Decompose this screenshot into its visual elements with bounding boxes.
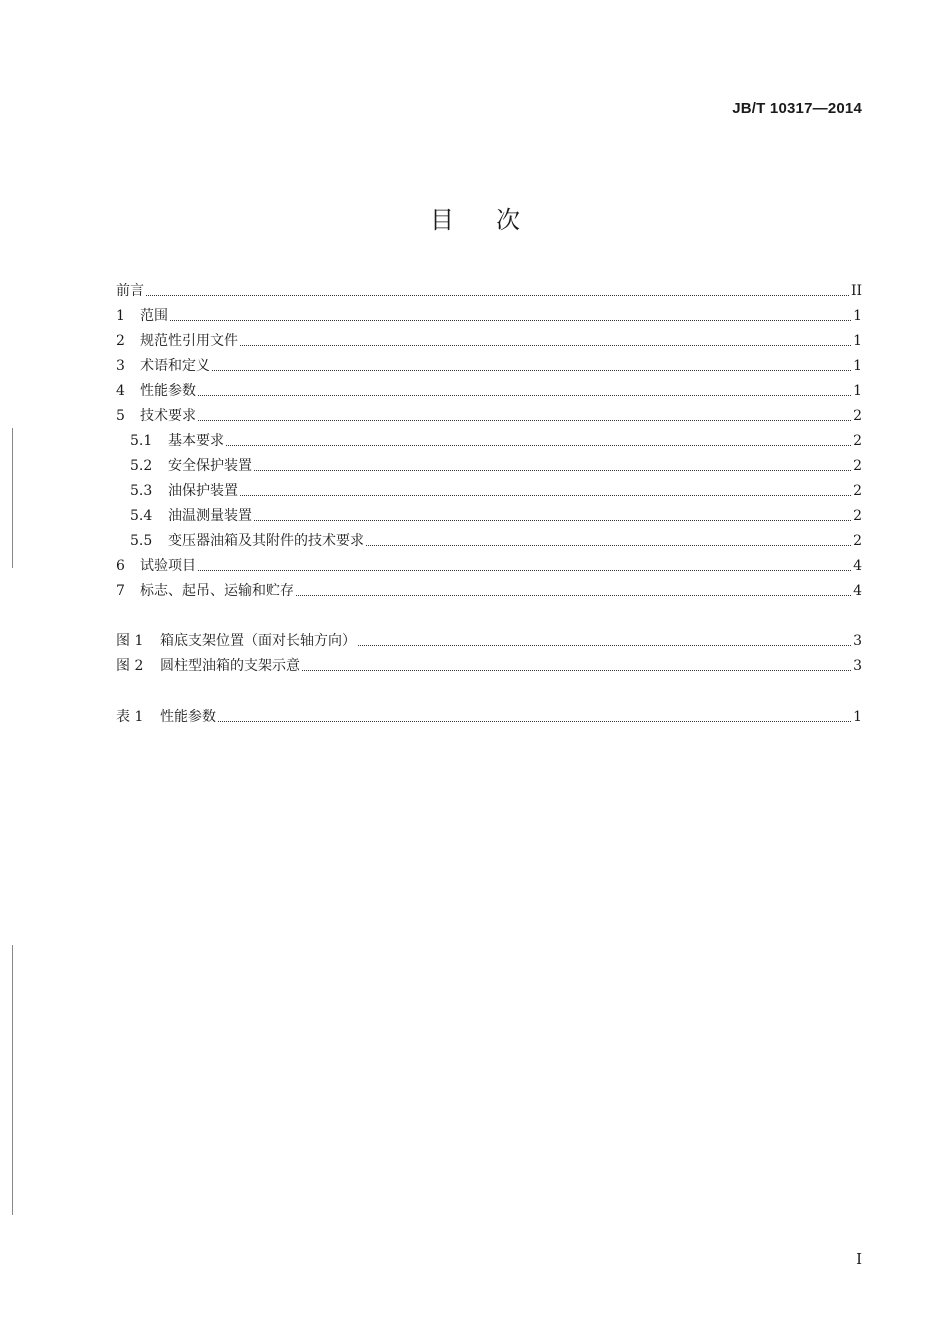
toc-entry-7[interactable]: [116, 580, 862, 600]
toc-entry-number: 5.5: [130, 533, 153, 549]
toc-leader-dots: [146, 294, 849, 296]
toc-entry-label: 安全保护装置: [168, 458, 252, 474]
toc-entry-number: 图 1: [116, 633, 144, 649]
toc-entry-label: 基本要求: [168, 433, 224, 449]
toc-leader-dots: [302, 669, 851, 671]
toc-entry-5-1[interactable]: [116, 430, 862, 450]
toc-entry-page: 3: [853, 658, 862, 674]
toc-entry-table-1[interactable]: [116, 706, 862, 726]
toc-entry-number: 5.1: [130, 433, 153, 449]
binding-mark-top: [12, 428, 13, 568]
toc-leader-dots: [170, 319, 851, 321]
toc-leader-dots: [212, 369, 851, 371]
toc-entry-number: 表 1: [116, 709, 144, 725]
toc-entry-page: 2: [853, 458, 862, 474]
toc-entry-3[interactable]: [116, 355, 862, 375]
toc-entry-label: 变压器油箱及其附件的技术要求: [168, 533, 364, 549]
toc-leader-dots: [198, 419, 851, 421]
toc-entry-label: 前言: [116, 283, 144, 299]
toc-leader-dots: [296, 594, 851, 596]
toc-entry-figure-1[interactable]: [116, 630, 862, 650]
toc-entry-label: 油温测量装置: [168, 508, 252, 524]
toc-entry-page: 4: [853, 558, 862, 574]
toc-leader-dots: [198, 394, 851, 396]
toc-entry-label: 圆柱型油箱的支架示意: [160, 658, 300, 674]
toc-entry-page: II: [850, 283, 862, 299]
toc-entry-number: 5: [116, 408, 125, 424]
toc-entry-number: 7: [116, 583, 125, 599]
toc-entry-label: 技术要求: [140, 408, 196, 424]
toc-entry-number: 6: [116, 558, 125, 574]
toc-entry-label: 油保护装置: [168, 483, 238, 499]
toc-entry-number: 5.3: [130, 483, 153, 499]
toc-entry-page: 1: [853, 333, 862, 349]
toc-entry-figure-2[interactable]: [116, 655, 862, 675]
toc-entry-page: 4: [853, 583, 862, 599]
toc-entry-page: 2: [853, 408, 862, 424]
toc-entry-label: 性能参数: [140, 383, 196, 399]
toc-leader-dots: [226, 444, 851, 446]
toc-entry-label: 标志、起吊、运输和贮存: [140, 583, 294, 599]
toc-entry-label: 性能参数: [160, 709, 216, 725]
toc-entry-2[interactable]: [116, 330, 862, 350]
toc-entry-label: 术语和定义: [140, 358, 210, 374]
toc-entry-number: 3: [116, 358, 125, 374]
toc-entry-page: 2: [853, 533, 862, 549]
toc-entry-label: 规范性引用文件: [140, 333, 238, 349]
toc-leader-dots: [240, 494, 851, 496]
toc-entry-number: 图 2: [116, 658, 144, 674]
toc-entry-number: 5.4: [130, 508, 153, 524]
binding-mark-bottom: [12, 945, 13, 1215]
toc-entry-page: 1: [853, 383, 862, 399]
toc-entry-label: 范围: [140, 308, 168, 324]
toc-entry-4[interactable]: [116, 380, 862, 400]
toc-entry-page: 1: [853, 358, 862, 374]
toc-entry-foreword[interactable]: [116, 280, 862, 300]
toc-entry-number: 1: [116, 308, 125, 324]
toc-leader-dots: [366, 544, 851, 546]
toc-entry-5-3[interactable]: [116, 480, 862, 500]
toc-entry-number: 2: [116, 333, 125, 349]
toc-entry-number: 4: [116, 383, 125, 399]
toc-entry-page: 1: [853, 308, 862, 324]
toc-entry-page: 1: [853, 709, 862, 725]
page-number: I: [856, 1250, 862, 1268]
toc-entry-label: 箱底支架位置（面对长轴方向）: [160, 633, 356, 649]
toc-entry-page: 2: [853, 433, 862, 449]
page-title: 目次: [430, 206, 562, 234]
toc-entry-number: 5.2: [130, 458, 153, 474]
toc-leader-dots: [240, 344, 851, 346]
document-code: JB/T 10317—2014: [732, 100, 862, 117]
toc-leader-dots: [358, 644, 851, 646]
toc-entry-5[interactable]: [116, 405, 862, 425]
toc-entry-5-5[interactable]: [116, 530, 862, 550]
toc-leader-dots: [218, 720, 851, 722]
toc-entry-6[interactable]: [116, 555, 862, 575]
toc-leader-dots: [198, 569, 851, 571]
toc-entry-5-2[interactable]: [116, 455, 862, 475]
toc-entry-page: 3: [853, 633, 862, 649]
toc-entry-label: 试验项目: [140, 558, 196, 574]
toc-entry-1[interactable]: [116, 305, 862, 325]
toc-entry-page: 2: [853, 483, 862, 499]
toc-leader-dots: [254, 519, 851, 521]
toc-leader-dots: [254, 469, 851, 471]
toc-entry-page: 2: [853, 508, 862, 524]
toc-entry-5-4[interactable]: [116, 505, 862, 525]
